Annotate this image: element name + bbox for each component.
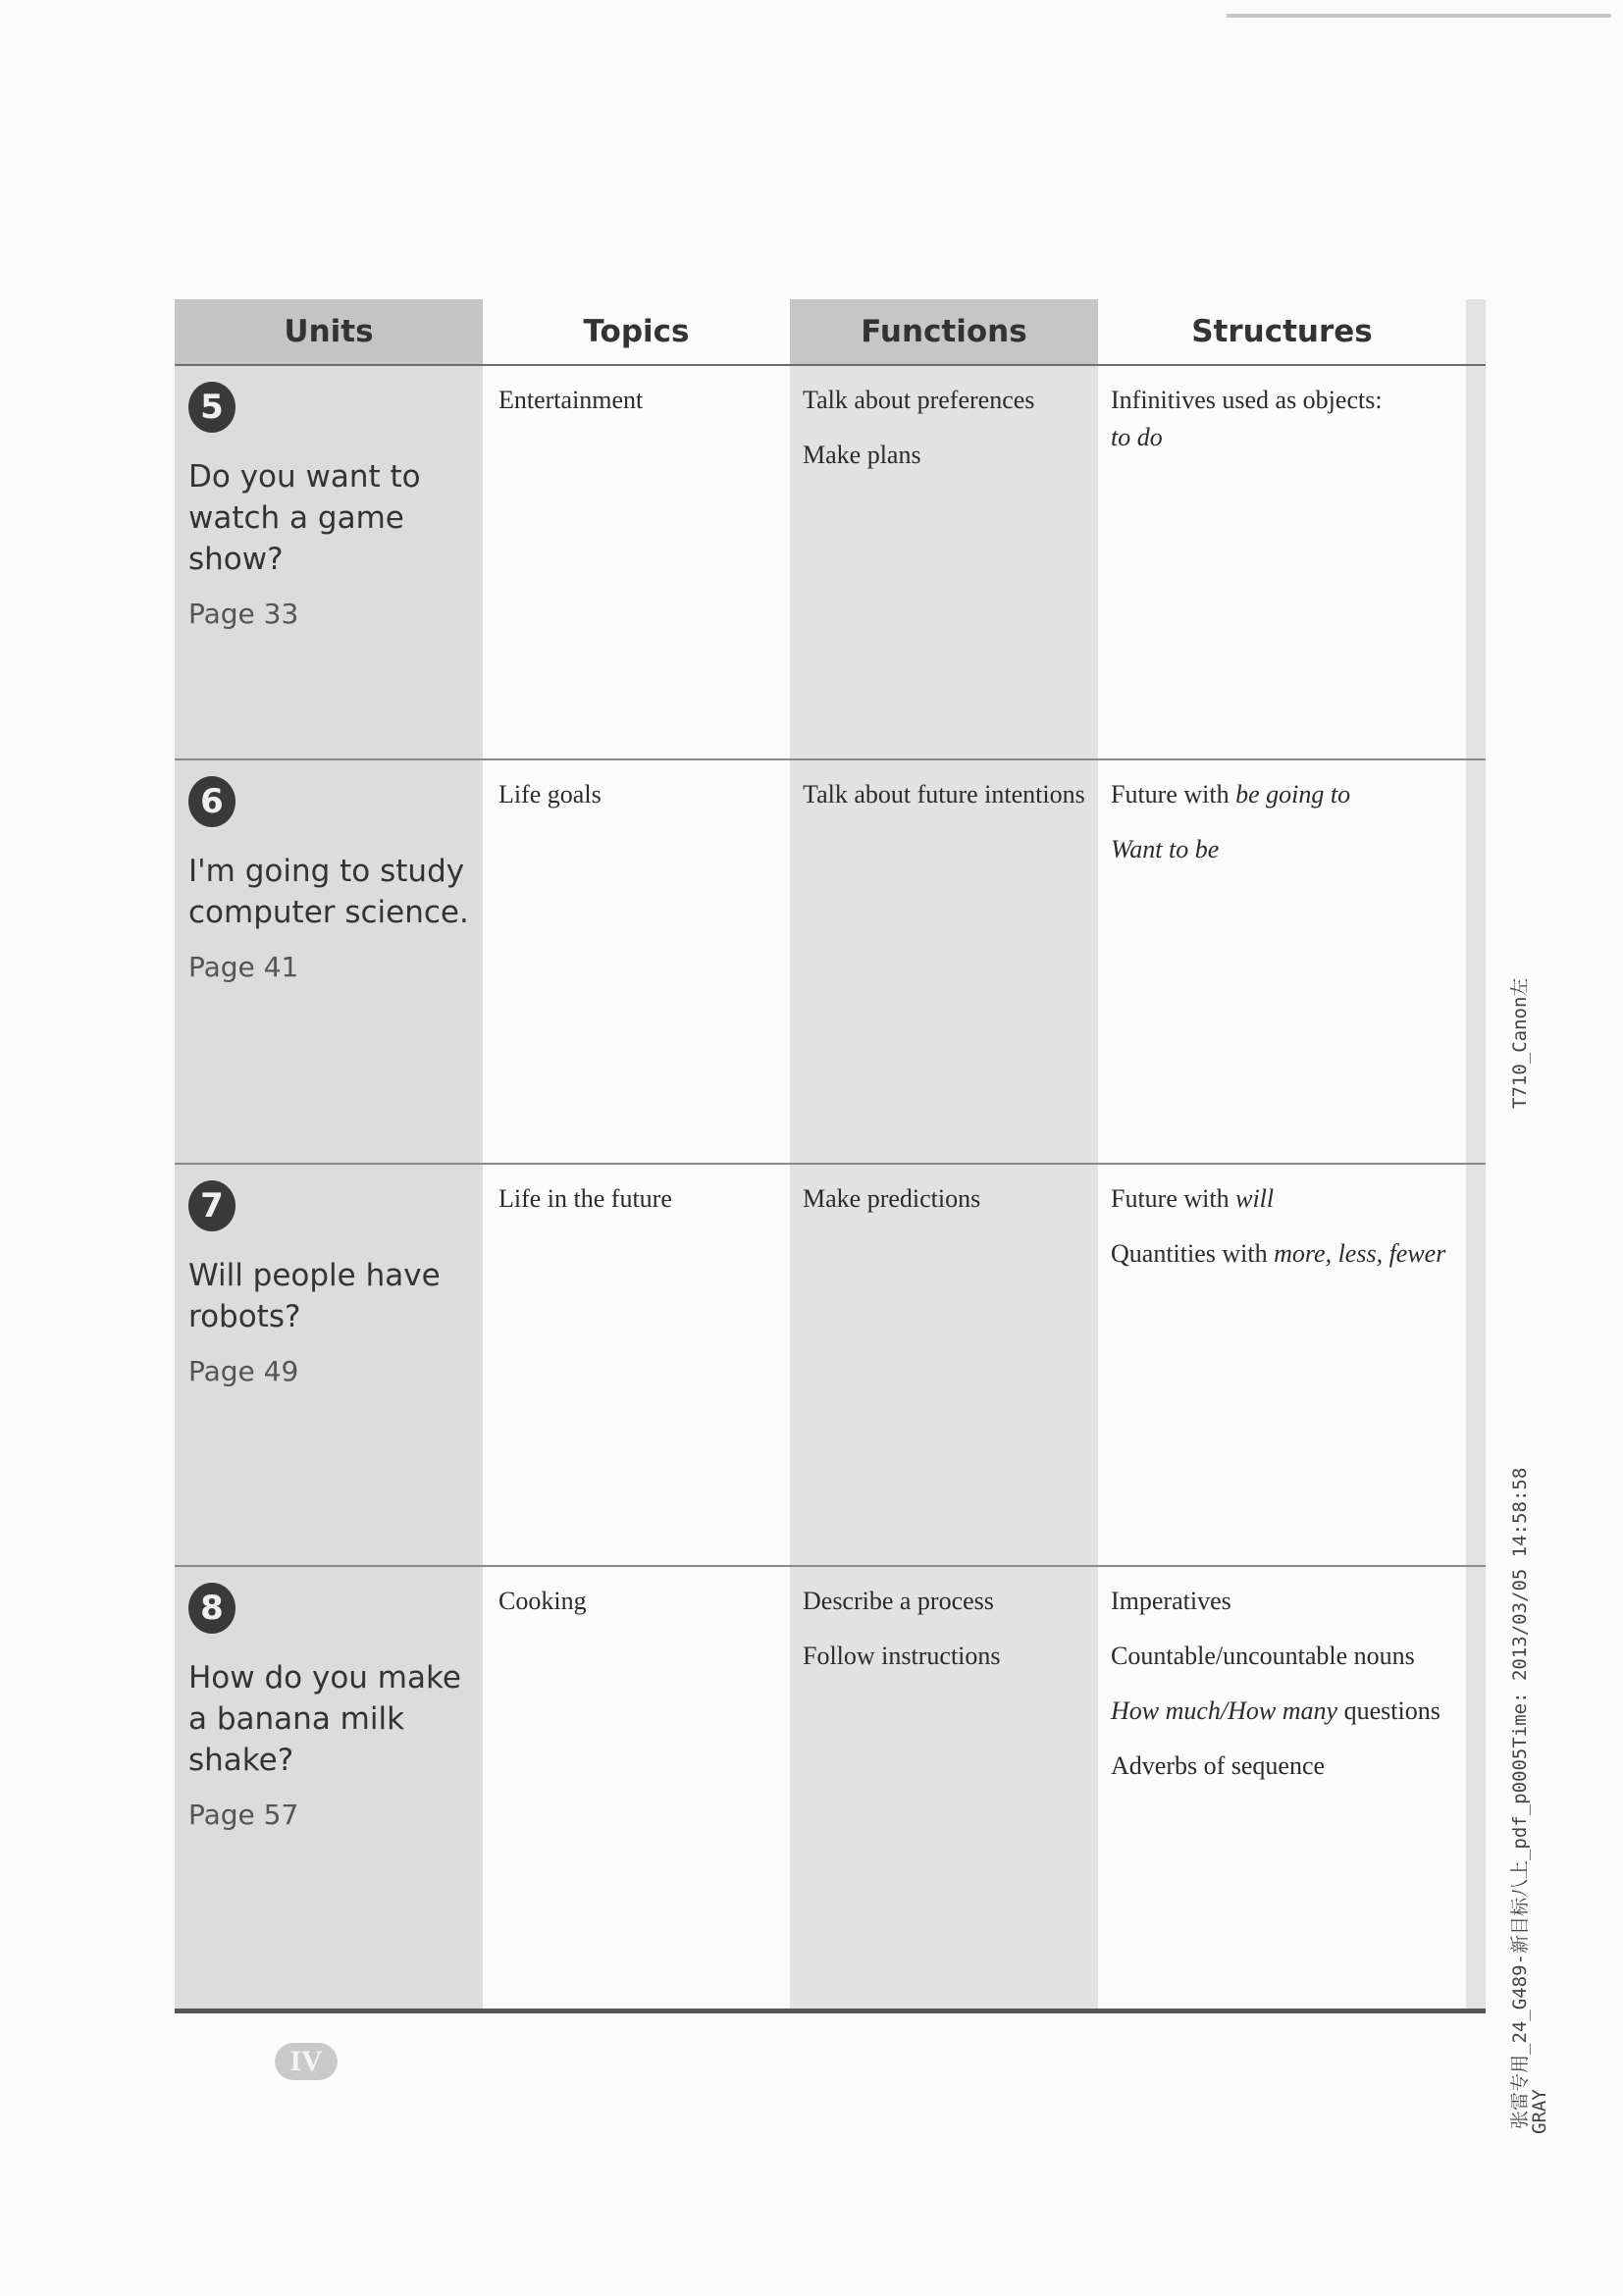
row-rule bbox=[175, 1163, 1486, 1165]
structure-italic: be going to bbox=[1235, 780, 1351, 809]
unit-title[interactable]: Do you want to watch a game show? bbox=[188, 459, 421, 577]
topic-cell bbox=[498, 770, 783, 831]
structures-cell bbox=[1111, 1577, 1454, 1802]
structure-italic: to do bbox=[1111, 423, 1163, 451]
unit-row-6 bbox=[175, 770, 1486, 1155]
topic-cell bbox=[498, 376, 783, 437]
structures-cell bbox=[1111, 770, 1454, 886]
color-mode-annotation: GRAY bbox=[1529, 2089, 1550, 2134]
unit-page-ref: Page 33 bbox=[188, 598, 299, 630]
structure-plain: Future with bbox=[1111, 780, 1230, 809]
header-rule bbox=[175, 364, 1486, 366]
function-item: Talk about preferences bbox=[803, 386, 1035, 414]
structure-item bbox=[1111, 776, 1454, 813]
unit-number-badge: 6 bbox=[188, 776, 236, 827]
unit-title[interactable]: I'm going to study computer science. bbox=[188, 854, 469, 930]
unit-row-5 bbox=[175, 376, 1486, 758]
structure-item: Countable/uncountable nouns bbox=[1111, 1642, 1415, 1670]
structure-italic: will bbox=[1235, 1184, 1275, 1213]
structure-plain: Infinitives used as objects: bbox=[1111, 386, 1383, 414]
unit-page-ref: Page 41 bbox=[188, 951, 299, 983]
structure-item: Adverbs of sequence bbox=[1111, 1751, 1326, 1780]
structures-cell bbox=[1111, 376, 1454, 474]
structure-plain: Quantities with bbox=[1111, 1239, 1268, 1268]
structure-item: Imperatives bbox=[1111, 1587, 1231, 1615]
structure-plain: questions bbox=[1343, 1696, 1440, 1725]
structures-cell bbox=[1111, 1174, 1454, 1290]
page-number-badge: IV bbox=[275, 2043, 338, 2080]
table-bottom-rule bbox=[175, 2009, 1486, 2013]
row-rule bbox=[175, 1565, 1486, 1567]
header-topics: Topics bbox=[583, 314, 690, 349]
function-item: Make predictions bbox=[803, 1184, 981, 1213]
unit-page-ref: Page 57 bbox=[188, 1799, 299, 1831]
functions-cell bbox=[803, 376, 1087, 492]
structure-item bbox=[1111, 1235, 1454, 1273]
function-item: Follow instructions bbox=[803, 1642, 1001, 1670]
header-units: Units bbox=[175, 299, 483, 364]
unit-page-ref: Page 49 bbox=[188, 1355, 299, 1387]
topic-text: Cooking bbox=[498, 1587, 587, 1615]
row-rule bbox=[175, 758, 1486, 760]
unit-number-badge: 5 bbox=[188, 382, 236, 433]
unit-row-8 bbox=[175, 1577, 1486, 1999]
structure-item bbox=[1111, 831, 1454, 868]
scan-edge-line bbox=[1227, 14, 1611, 18]
function-item: Talk about future intentions bbox=[803, 780, 1085, 809]
topic-text: Life in the future bbox=[498, 1184, 672, 1213]
unit-number-badge: 7 bbox=[188, 1180, 236, 1231]
unit-cell bbox=[188, 1577, 473, 1831]
header-functions: Functions bbox=[790, 299, 1098, 364]
function-item: Make plans bbox=[803, 441, 921, 469]
unit-row-7 bbox=[175, 1174, 1486, 1565]
structure-italic: How much/How many bbox=[1111, 1696, 1338, 1725]
structure-item bbox=[1111, 1180, 1454, 1218]
structure-italic: more, less, fewer bbox=[1274, 1239, 1446, 1268]
structure-item bbox=[1111, 382, 1454, 456]
functions-cell bbox=[803, 770, 1087, 831]
unit-cell bbox=[188, 376, 473, 630]
topic-cell bbox=[498, 1174, 783, 1235]
unit-number-badge: 8 bbox=[188, 1583, 236, 1634]
topic-text: Life goals bbox=[498, 780, 602, 809]
functions-cell bbox=[803, 1577, 1087, 1693]
header-structures: Structures bbox=[1191, 314, 1373, 349]
scanner-annotation: T710_Canon左 bbox=[1509, 977, 1531, 1109]
function-item: Describe a process bbox=[803, 1587, 994, 1615]
structure-plain: Future with bbox=[1111, 1184, 1230, 1213]
structure-italic: Want to be bbox=[1111, 835, 1220, 863]
unit-cell bbox=[188, 1174, 473, 1387]
file-info-annotation: 张雷专用_24_G489-新目标八上_pdf_p0005Time: 2013/03/05 14:58:58 bbox=[1509, 1467, 1531, 2129]
contents-table bbox=[175, 299, 1486, 2009]
topic-cell bbox=[498, 1577, 783, 1638]
structure-item bbox=[1111, 1693, 1454, 1730]
unit-cell bbox=[188, 770, 473, 983]
functions-cell bbox=[803, 1174, 1087, 1235]
unit-title[interactable]: Will people have robots? bbox=[188, 1258, 441, 1334]
unit-title[interactable]: How do you make a banana milk shake? bbox=[188, 1660, 461, 1778]
topic-text: Entertainment bbox=[498, 386, 644, 414]
